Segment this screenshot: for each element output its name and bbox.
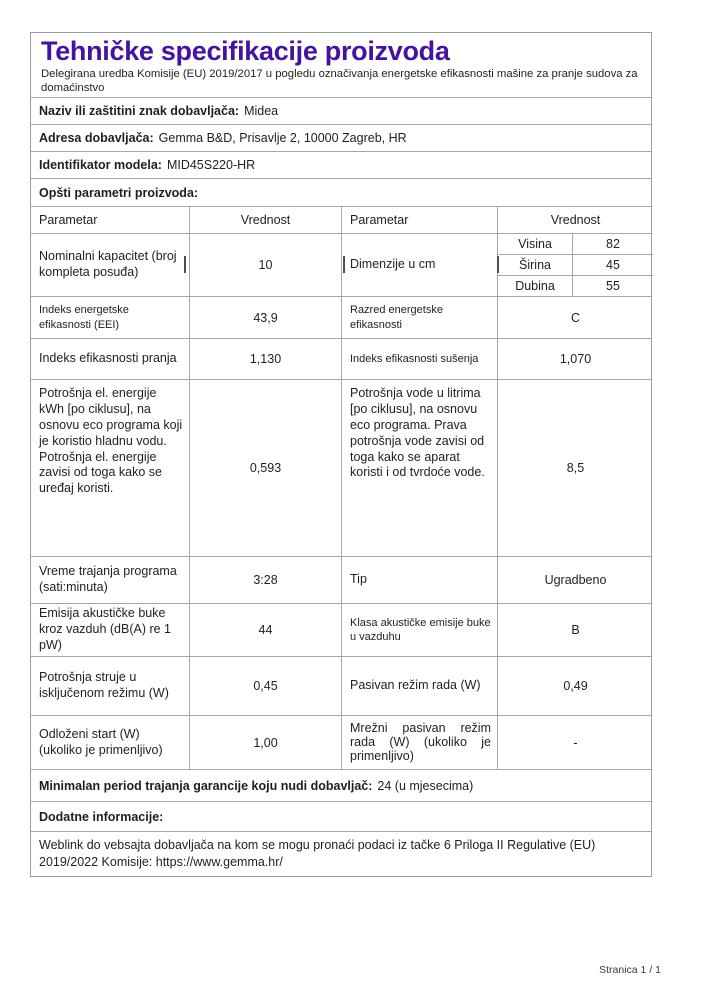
value-energy-class: C — [497, 297, 653, 338]
header-parametar-right: Parametar — [341, 207, 497, 233]
dim-label-visina: Visina — [498, 234, 573, 254]
value-energy-consumption: 0,593 — [189, 380, 341, 556]
value-drying-index: 1,070 — [497, 339, 653, 379]
title-block — [31, 33, 651, 97]
dim-value-visina: 82 — [606, 237, 620, 251]
weblink-row — [31, 831, 651, 876]
dimensions-subtable — [497, 234, 653, 296]
value-cleaning-index: 1,130 — [189, 339, 341, 379]
header-vrednost-left: Vrednost — [189, 207, 341, 233]
supplier-name-label: Naziv ili zaštitini znak dobavljača: — [39, 104, 240, 118]
table-row-delayed-start — [31, 715, 651, 769]
dim-label-dubina: Dubina — [498, 276, 573, 296]
general-parameters-section-row — [31, 178, 651, 206]
value-delayed-start: 1,00 — [189, 716, 341, 769]
param-type: Tip — [341, 557, 497, 603]
dim-value-dubina: 55 — [606, 279, 620, 293]
weblink-text: Weblink do vebsajta dobavljača na kom se mogu pronaći podaci iz tačke 6 Priloga II Regulative (EU) 2019/2022 Komisije: https://www.gemma.hr/ — [39, 838, 596, 869]
additional-info-row — [31, 801, 651, 831]
supplier-address-row — [31, 124, 651, 151]
table-row-duration-type — [31, 556, 651, 603]
value-type: Ugradbeno — [497, 557, 653, 603]
warranty-value: 24 (u mjesecima) — [377, 778, 474, 793]
model-id-label: Identifikator modela: — [39, 158, 162, 172]
supplier-name-value: Midea — [244, 104, 279, 118]
text-cursor — [184, 256, 186, 273]
param-nominal-capacity: Nominalni kapacitet (broj kompleta posuđa) — [39, 249, 177, 279]
param-cleaning-index: Indeks efikasnosti pranja — [39, 351, 177, 366]
table-row-energy-water-consumption — [31, 379, 651, 556]
text-cursor — [497, 256, 499, 273]
value-eei: 43,9 — [189, 297, 341, 338]
table-row-cleaning-drying-index — [31, 338, 651, 379]
value-networked-standby: - — [497, 716, 653, 769]
value-program-duration: 3:28 — [189, 557, 341, 603]
warranty-row — [31, 769, 651, 801]
param-energy-class: Razred energetske efikasnosti — [341, 297, 497, 338]
param-water-consumption: Potrošnja vode u litrima [po ciklusu], na osnovu eco programa. Prava potrošnja vode zavisi od toga kako se aparat koristi i od tvrdoće vode. — [341, 380, 497, 556]
dimension-row-width — [498, 254, 653, 275]
dim-value-sirina: 45 — [606, 258, 620, 272]
param-energy-consumption: Potrošnja el. energije kWh [po ciklusu], na osnovu eco programa koji je koristio hladnu vodu. Potrošnja el. energije zavisi od toga kako se uređaj koristi. — [39, 386, 183, 496]
dimension-row-depth — [498, 275, 653, 296]
table-header-row — [31, 206, 651, 233]
supplier-name-row — [31, 97, 651, 124]
param-drying-index: Indeks efikasnosti sušenja — [341, 339, 497, 379]
product-fiche-table — [30, 32, 652, 877]
table-row-off-standby-mode — [31, 656, 651, 715]
table-row-eei — [31, 296, 651, 338]
param-standby-power: Pasivan režim rada (W) — [341, 657, 497, 715]
header-vrednost-right: Vrednost — [497, 207, 653, 233]
dimension-row-height — [498, 234, 653, 254]
value-off-mode-power: 0,45 — [189, 657, 341, 715]
value-noise-emission: 44 — [189, 604, 341, 656]
page-title: Tehničke specifikacije proizvoda — [41, 36, 450, 66]
param-noise-class: Klasa akustičke emisije buke u vazduhu — [341, 604, 497, 656]
table-row-noise — [31, 603, 651, 656]
param-program-duration: Vreme trajanja programa (sati:minuta) — [39, 564, 177, 594]
value-standby-power: 0,49 — [497, 657, 653, 715]
dim-label-sirina: Širina — [498, 255, 573, 275]
supplier-address-value: Gemma B&D, Prisavlje 2, 10000 Zagreb, HR — [158, 131, 407, 145]
param-dimensions: Dimenzije u cm — [341, 234, 497, 296]
warranty-label: Minimalan period trajanja garancije koju nudi dobavljač: — [39, 778, 373, 793]
header-parametar-left: Parametar — [39, 213, 98, 227]
param-off-mode-power: Potrošnja struje u isključenom režimu (W) — [39, 670, 169, 700]
general-parameters-heading: Opšti parametri proizvoda: — [39, 185, 199, 200]
regulation-subtitle: Delegirana uredba Komisije (EU) 2019/2017 u pogledu označivanja energetske efikasnosti mašine za pranje sudova za domaćinstvo — [41, 68, 638, 94]
param-delayed-start: Odloženi start (W) (ukoliko je primenljivo) — [39, 726, 163, 757]
model-id-value: MID45S220-HR — [166, 158, 256, 172]
param-networked-standby: Mrežni pasivan režim rada (W) (ukoliko je primenljivo) — [341, 716, 497, 769]
model-id-row — [31, 151, 651, 178]
param-noise-emission: Emisija akustičke buke kroz vazduh (dB(A) re 1 pW) — [39, 606, 171, 652]
param-eei: Indeks energetske efikasnosti (EEI) — [39, 304, 129, 331]
additional-info-label: Dodatne informacije: — [39, 809, 164, 824]
page-number: Stranica 1 / 1 — [599, 964, 661, 976]
supplier-address-label: Adresa dobavljača: — [39, 131, 154, 145]
table-row-capacity-dimensions — [31, 233, 651, 296]
text-cursor — [343, 256, 345, 273]
value-noise-class: B — [497, 604, 653, 656]
value-nominal-capacity: 10 — [189, 234, 341, 296]
value-water-consumption: 8,5 — [497, 380, 653, 556]
